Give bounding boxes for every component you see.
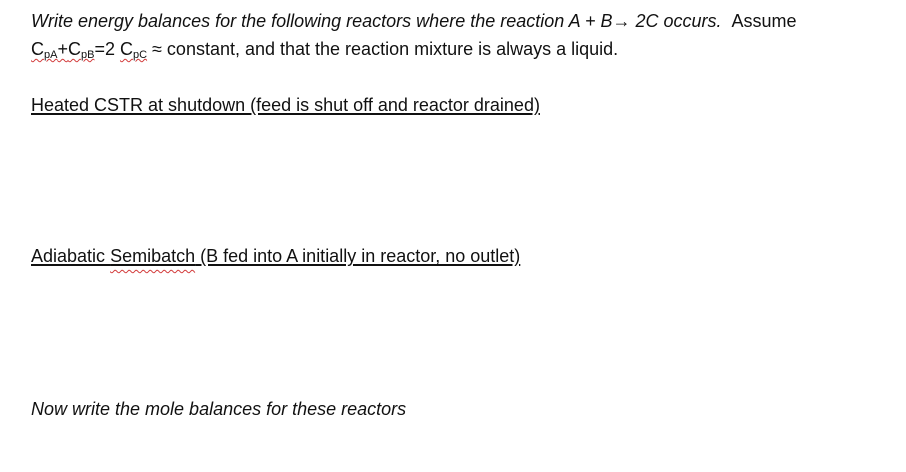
- intro-text: Write energy balances for the following reactors where the reaction A + B→ 2C occurs.: [31, 11, 722, 31]
- assumption-rest: ≈ constant, and that the reaction mixture is always a liquid.: [147, 39, 619, 59]
- problem-intro: [31, 10, 797, 32]
- assume-word: Assume: [731, 11, 797, 31]
- cp-a-subscript: pA: [44, 49, 58, 61]
- cp-c-expression: [120, 39, 147, 59]
- equals-two: =2: [94, 39, 120, 59]
- closing-text: Now write the mole balances for these reactors: [31, 399, 407, 419]
- semibatch-word: Semibatch: [110, 246, 196, 266]
- cstr-heading-text: Heated CSTR at shutdown (feed is shut off and reactor drained): [31, 95, 540, 115]
- semibatch-heading-end: (B fed into A initially in reactor, no outlet): [195, 246, 521, 266]
- cp-sum-expression: [31, 39, 94, 59]
- semibatch-heading-start: Adiabatic: [31, 246, 111, 266]
- section-heading-cstr: [31, 94, 540, 116]
- cp-a-symbol: C: [31, 39, 44, 59]
- cp-b-subscript: pB: [80, 49, 95, 61]
- section-heading-semibatch: [31, 245, 520, 267]
- assumption-line: [31, 38, 618, 66]
- cp-c-subscript: pC: [132, 49, 148, 61]
- cp-b-symbol: C: [67, 39, 81, 59]
- cp-c-symbol: C: [119, 39, 133, 59]
- closing-instruction: [31, 398, 406, 420]
- plus-sign: +: [57, 39, 68, 59]
